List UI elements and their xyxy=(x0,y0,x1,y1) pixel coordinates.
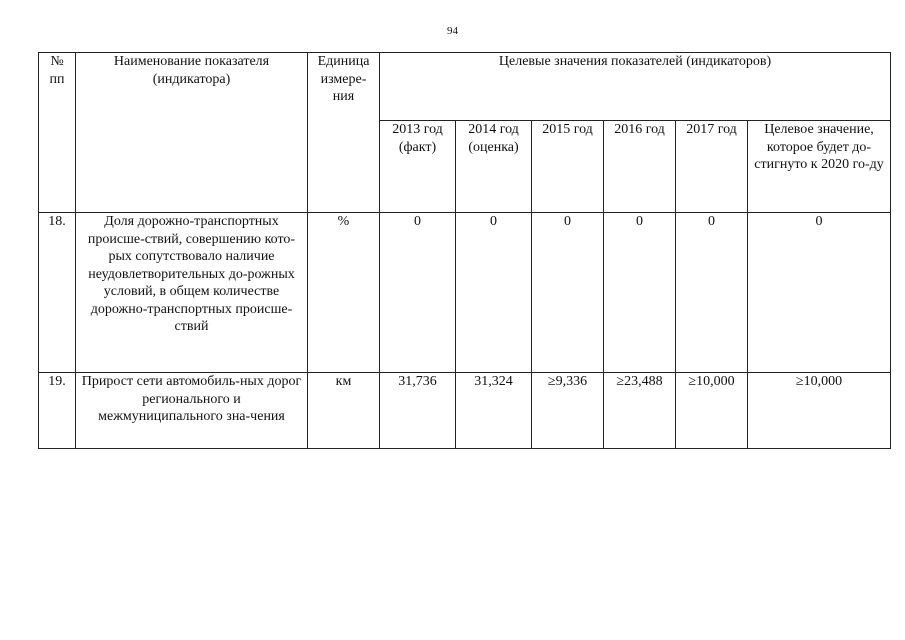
header-year-2017: 2017 год xyxy=(676,121,748,213)
row-value-2017: ≥10,000 xyxy=(676,373,748,449)
row-num: 19. xyxy=(39,373,76,449)
header-year-2014: 2014 год (оценка) xyxy=(456,121,532,213)
row-name: Прирост сети автомобиль-ных дорог регионального и межмуниципального зна-чения xyxy=(76,373,308,449)
row-name: Доля дорожно-транспортных происше-ствий, совершению кото-рых сопутствовало наличие неудовлетворительных до-рожных условий, в общем количестве дорожно-транспортных происше-ствий xyxy=(76,213,308,373)
row-value-2016: ≥23,488 xyxy=(604,373,676,449)
header-year-2016: 2016 год xyxy=(604,121,676,213)
header-unit: Единица измере-ния xyxy=(308,53,380,213)
row-value-2013: 31,736 xyxy=(380,373,456,449)
page-number: 94 xyxy=(447,25,458,37)
row-value-2015: ≥9,336 xyxy=(532,373,604,449)
header-row xyxy=(39,53,891,121)
row-num: 18. xyxy=(39,213,76,373)
row-value-target: 0 xyxy=(748,213,891,373)
row-unit: км xyxy=(308,373,380,449)
row-value-2015: 0 xyxy=(532,213,604,373)
indicators-table xyxy=(38,52,891,449)
header-name: Наименование показателя (индикатора) xyxy=(76,53,308,213)
table-row xyxy=(39,213,891,373)
row-value-2017: 0 xyxy=(676,213,748,373)
row-unit: % xyxy=(308,213,380,373)
row-value-2013: 0 xyxy=(380,213,456,373)
row-value-2014: 0 xyxy=(456,213,532,373)
header-target-group: Целевые значения показателей (индикаторов) xyxy=(380,53,891,121)
table-row xyxy=(39,373,891,449)
row-value-2014: 31,324 xyxy=(456,373,532,449)
row-value-2016: 0 xyxy=(604,213,676,373)
header-num: № пп xyxy=(39,53,76,213)
header-year-target-2020: Целевое значение, которое будет до-стигнуто к 2020 го-ду xyxy=(748,121,891,213)
header-year-2013: 2013 год (факт) xyxy=(380,121,456,213)
row-value-target: ≥10,000 xyxy=(748,373,891,449)
header-year-2015: 2015 год xyxy=(532,121,604,213)
